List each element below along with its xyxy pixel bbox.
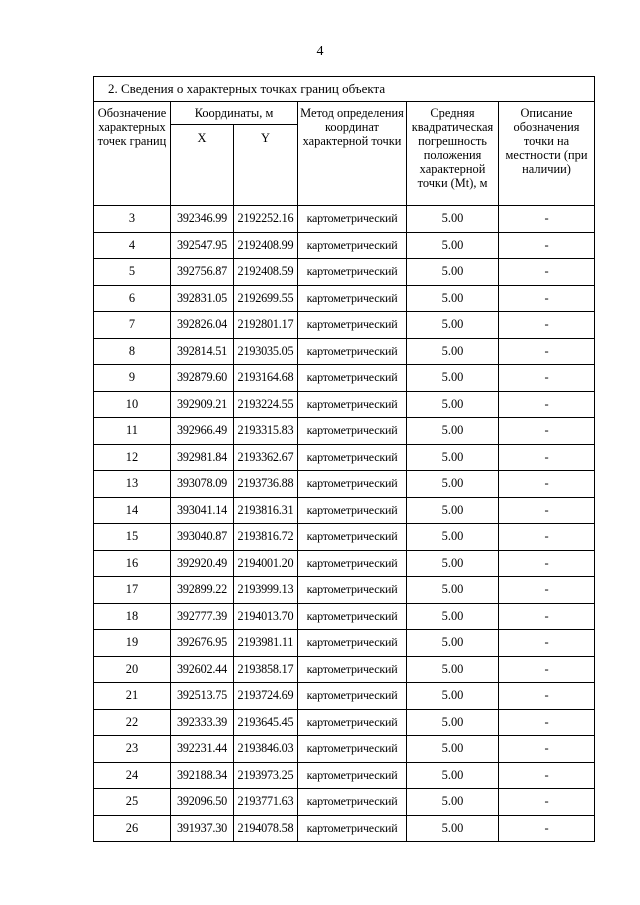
error-cell: 5.00 bbox=[407, 338, 499, 365]
description-cell: - bbox=[499, 524, 595, 551]
header-error-label: Средняя квадратическая погрешность положения характерной точки (Mt), м bbox=[407, 102, 499, 206]
x-coordinate-cell: 392826.04 bbox=[171, 312, 234, 339]
description-cell: - bbox=[499, 815, 595, 842]
header-description-label: Описание обозначения точки на местности (при наличии) bbox=[499, 102, 595, 206]
error-cell: 5.00 bbox=[407, 550, 499, 577]
y-coordinate-cell: 2193035.05 bbox=[234, 338, 298, 365]
header-method-label: Метод определения координат характерной точки bbox=[298, 102, 407, 206]
error-cell: 5.00 bbox=[407, 206, 499, 233]
error-cell: 5.00 bbox=[407, 232, 499, 259]
x-coordinate-cell: 392547.95 bbox=[171, 232, 234, 259]
y-coordinate-cell: 2194001.20 bbox=[234, 550, 298, 577]
x-coordinate-cell: 392231.44 bbox=[171, 736, 234, 763]
point-cell: 5 bbox=[94, 259, 171, 286]
x-coordinate-cell: 392899.22 bbox=[171, 577, 234, 604]
x-coordinate-cell: 392333.39 bbox=[171, 709, 234, 736]
method-cell: картометрический bbox=[298, 232, 407, 259]
table-row bbox=[94, 418, 595, 445]
description-cell: - bbox=[499, 391, 595, 418]
method-cell: картометрический bbox=[298, 312, 407, 339]
point-cell: 14 bbox=[94, 497, 171, 524]
y-coordinate-cell: 2193999.13 bbox=[234, 577, 298, 604]
method-cell: картометрический bbox=[298, 391, 407, 418]
error-cell: 5.00 bbox=[407, 259, 499, 286]
description-cell: - bbox=[499, 656, 595, 683]
x-coordinate-cell: 392346.99 bbox=[171, 206, 234, 233]
method-cell: картометрический bbox=[298, 524, 407, 551]
x-coordinate-cell: 391937.30 bbox=[171, 815, 234, 842]
x-coordinate-cell: 392513.75 bbox=[171, 683, 234, 710]
method-cell: картометрический bbox=[298, 497, 407, 524]
y-coordinate-cell: 2193315.83 bbox=[234, 418, 298, 445]
point-cell: 26 bbox=[94, 815, 171, 842]
y-coordinate-cell: 2193973.25 bbox=[234, 762, 298, 789]
point-cell: 15 bbox=[94, 524, 171, 551]
description-cell: - bbox=[499, 259, 595, 286]
point-cell: 12 bbox=[94, 444, 171, 471]
description-cell: - bbox=[499, 365, 595, 392]
table-row bbox=[94, 497, 595, 524]
description-cell: - bbox=[499, 338, 595, 365]
table-row bbox=[94, 577, 595, 604]
error-cell: 5.00 bbox=[407, 709, 499, 736]
error-cell: 5.00 bbox=[407, 815, 499, 842]
error-cell: 5.00 bbox=[407, 656, 499, 683]
error-cell: 5.00 bbox=[407, 762, 499, 789]
table-row bbox=[94, 338, 595, 365]
error-cell: 5.00 bbox=[407, 418, 499, 445]
x-coordinate-cell: 392831.05 bbox=[171, 285, 234, 312]
x-coordinate-cell: 392920.49 bbox=[171, 550, 234, 577]
x-coordinate-cell: 392814.51 bbox=[171, 338, 234, 365]
error-cell: 5.00 bbox=[407, 630, 499, 657]
y-coordinate-cell: 2193645.45 bbox=[234, 709, 298, 736]
method-cell: картометрический bbox=[298, 762, 407, 789]
x-coordinate-cell: 392096.50 bbox=[171, 789, 234, 816]
y-coordinate-cell: 2194078.58 bbox=[234, 815, 298, 842]
method-cell: картометрический bbox=[298, 656, 407, 683]
y-coordinate-cell: 2192408.59 bbox=[234, 259, 298, 286]
description-cell: - bbox=[499, 312, 595, 339]
error-cell: 5.00 bbox=[407, 524, 499, 551]
description-cell: - bbox=[499, 683, 595, 710]
error-cell: 5.00 bbox=[407, 312, 499, 339]
table-row bbox=[94, 206, 595, 233]
table-row bbox=[94, 762, 595, 789]
description-cell: - bbox=[499, 709, 595, 736]
x-coordinate-cell: 392981.84 bbox=[171, 444, 234, 471]
method-cell: картометрический bbox=[298, 418, 407, 445]
table-row bbox=[94, 709, 595, 736]
y-coordinate-cell: 2193164.68 bbox=[234, 365, 298, 392]
error-cell: 5.00 bbox=[407, 789, 499, 816]
y-coordinate-cell: 2193816.31 bbox=[234, 497, 298, 524]
error-cell: 5.00 bbox=[407, 497, 499, 524]
description-cell: - bbox=[499, 497, 595, 524]
boundary-points-table bbox=[93, 76, 595, 842]
y-coordinate-cell: 2192408.99 bbox=[234, 232, 298, 259]
method-cell: картометрический bbox=[298, 550, 407, 577]
error-cell: 5.00 bbox=[407, 444, 499, 471]
y-coordinate-cell: 2194013.70 bbox=[234, 603, 298, 630]
error-cell: 5.00 bbox=[407, 471, 499, 498]
method-cell: картометрический bbox=[298, 471, 407, 498]
y-coordinate-cell: 2193858.17 bbox=[234, 656, 298, 683]
description-cell: - bbox=[499, 550, 595, 577]
y-coordinate-cell: 2193846.03 bbox=[234, 736, 298, 763]
y-coordinate-cell: 2192252.16 bbox=[234, 206, 298, 233]
table-row bbox=[94, 683, 595, 710]
y-coordinate-cell: 2193362.67 bbox=[234, 444, 298, 471]
description-cell: - bbox=[499, 630, 595, 657]
method-cell: картометрический bbox=[298, 285, 407, 312]
x-coordinate-cell: 393078.09 bbox=[171, 471, 234, 498]
point-cell: 17 bbox=[94, 577, 171, 604]
table-row bbox=[94, 259, 595, 286]
x-coordinate-cell: 392188.34 bbox=[171, 762, 234, 789]
x-coordinate-cell: 392602.44 bbox=[171, 656, 234, 683]
table-row bbox=[94, 312, 595, 339]
point-cell: 11 bbox=[94, 418, 171, 445]
y-coordinate-cell: 2192699.55 bbox=[234, 285, 298, 312]
y-coordinate-cell: 2193816.72 bbox=[234, 524, 298, 551]
table-row bbox=[94, 603, 595, 630]
point-cell: 23 bbox=[94, 736, 171, 763]
point-cell: 7 bbox=[94, 312, 171, 339]
point-cell: 3 bbox=[94, 206, 171, 233]
y-coordinate-cell: 2193724.69 bbox=[234, 683, 298, 710]
point-cell: 8 bbox=[94, 338, 171, 365]
table-row bbox=[94, 391, 595, 418]
method-cell: картометрический bbox=[298, 683, 407, 710]
table-row bbox=[94, 471, 595, 498]
point-cell: 4 bbox=[94, 232, 171, 259]
table-row bbox=[94, 815, 595, 842]
description-cell: - bbox=[499, 232, 595, 259]
description-cell: - bbox=[499, 603, 595, 630]
y-coordinate-cell: 2193771.63 bbox=[234, 789, 298, 816]
method-cell: картометрический bbox=[298, 736, 407, 763]
description-cell: - bbox=[499, 577, 595, 604]
method-cell: картометрический bbox=[298, 709, 407, 736]
method-cell: картометрический bbox=[298, 444, 407, 471]
point-cell: 6 bbox=[94, 285, 171, 312]
x-coordinate-cell: 392879.60 bbox=[171, 365, 234, 392]
method-cell: картометрический bbox=[298, 365, 407, 392]
x-coordinate-cell: 392676.95 bbox=[171, 630, 234, 657]
description-cell: - bbox=[499, 736, 595, 763]
table-body bbox=[94, 206, 595, 842]
point-cell: 18 bbox=[94, 603, 171, 630]
table-row bbox=[94, 736, 595, 763]
y-coordinate-cell: 2192801.17 bbox=[234, 312, 298, 339]
table-row bbox=[94, 630, 595, 657]
method-cell: картометрический bbox=[298, 577, 407, 604]
method-cell: картометрический bbox=[298, 259, 407, 286]
table-row bbox=[94, 285, 595, 312]
point-cell: 24 bbox=[94, 762, 171, 789]
point-cell: 13 bbox=[94, 471, 171, 498]
point-cell: 16 bbox=[94, 550, 171, 577]
table-row bbox=[94, 365, 595, 392]
x-coordinate-cell: 392966.49 bbox=[171, 418, 234, 445]
error-cell: 5.00 bbox=[407, 736, 499, 763]
point-cell: 22 bbox=[94, 709, 171, 736]
error-cell: 5.00 bbox=[407, 285, 499, 312]
table-row bbox=[94, 550, 595, 577]
header-coords-label: Координаты, м bbox=[171, 102, 298, 125]
error-cell: 5.00 bbox=[407, 365, 499, 392]
x-coordinate-cell: 392777.39 bbox=[171, 603, 234, 630]
method-cell: картометрический bbox=[298, 789, 407, 816]
section-title: 2. Сведения о характерных точках границ объекта bbox=[94, 77, 595, 102]
header-x-label: X bbox=[171, 125, 234, 206]
point-cell: 25 bbox=[94, 789, 171, 816]
table-row bbox=[94, 656, 595, 683]
method-cell: картометрический bbox=[298, 338, 407, 365]
description-cell: - bbox=[499, 285, 595, 312]
x-coordinate-cell: 393041.14 bbox=[171, 497, 234, 524]
method-cell: картометрический bbox=[298, 630, 407, 657]
description-cell: - bbox=[499, 206, 595, 233]
description-cell: - bbox=[499, 762, 595, 789]
header-y-label: Y bbox=[234, 125, 298, 206]
method-cell: картометрический bbox=[298, 603, 407, 630]
method-cell: картометрический bbox=[298, 815, 407, 842]
y-coordinate-cell: 2193736.88 bbox=[234, 471, 298, 498]
x-coordinate-cell: 393040.87 bbox=[171, 524, 234, 551]
point-cell: 19 bbox=[94, 630, 171, 657]
table-row bbox=[94, 524, 595, 551]
table-row bbox=[94, 444, 595, 471]
x-coordinate-cell: 392909.21 bbox=[171, 391, 234, 418]
description-cell: - bbox=[499, 789, 595, 816]
page-number: 4 bbox=[316, 44, 324, 59]
error-cell: 5.00 bbox=[407, 603, 499, 630]
x-coordinate-cell: 392756.87 bbox=[171, 259, 234, 286]
point-cell: 21 bbox=[94, 683, 171, 710]
description-cell: - bbox=[499, 444, 595, 471]
table-row bbox=[94, 232, 595, 259]
description-cell: - bbox=[499, 418, 595, 445]
y-coordinate-cell: 2193981.11 bbox=[234, 630, 298, 657]
error-cell: 5.00 bbox=[407, 683, 499, 710]
point-cell: 20 bbox=[94, 656, 171, 683]
header-point-label: Обозначение характерных точек границ bbox=[94, 102, 171, 206]
error-cell: 5.00 bbox=[407, 577, 499, 604]
method-cell: картометрический bbox=[298, 206, 407, 233]
point-cell: 9 bbox=[94, 365, 171, 392]
error-cell: 5.00 bbox=[407, 391, 499, 418]
description-cell: - bbox=[499, 471, 595, 498]
table-row bbox=[94, 789, 595, 816]
point-cell: 10 bbox=[94, 391, 171, 418]
y-coordinate-cell: 2193224.55 bbox=[234, 391, 298, 418]
